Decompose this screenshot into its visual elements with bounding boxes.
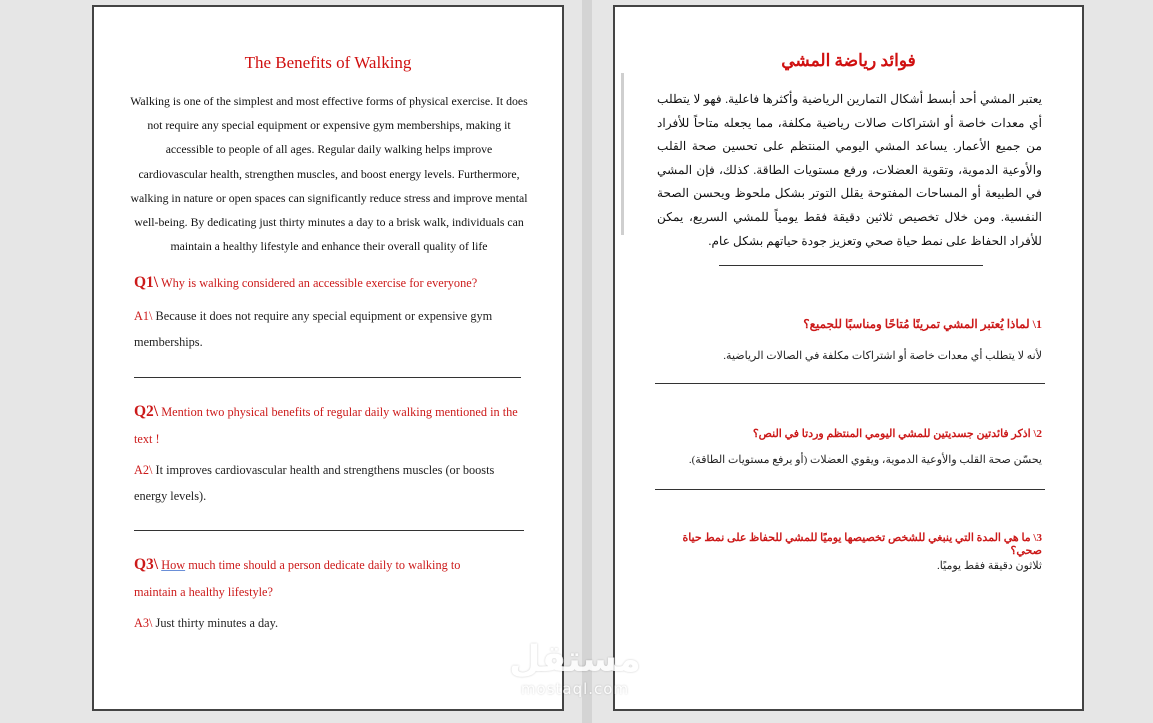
arabic-answer-1: لأنه لا يتطلب أي معدات خاصة أو اشتراكات مكلفة في الصالات الرياضية. <box>723 350 1042 362</box>
arabic-title: فوائد رياضة المشي <box>781 51 916 70</box>
separator-line <box>134 530 524 531</box>
answer-1-number: A1\ <box>134 309 153 323</box>
question-3-underlined-word: How <box>161 558 186 572</box>
question-1-text: Why is walking considered an accessible exercise for everyone? <box>160 276 478 290</box>
page-gap <box>582 0 592 723</box>
english-intro-paragraph: Walking is one of the simplest and most effective forms of physical exercise. It does not require any special equipment or expensive gym memberships, making it accessible to people of all ages. Regular daily walking helps improve cardiovascular health, strengthen muscles, and boost energy levels. Furthermore, walking in nature or open spaces can significantly reduce stress and improve mental well-being. By dedicating just thirty minutes a day to a brisk walk, individuals can maintain a healthy lifestyle and enhance their overall quality of life <box>130 94 528 254</box>
arabic-question-1: 1\ لماذا يُعتبر المشي تمرينًا مُتاحًا ومناسبًا للجميع؟ <box>803 317 1042 331</box>
arabic-question-3: 3\ ما هي المدة التي ينبغي للشخص تخصيصها يوميًا للمشي للحفاظ على نمط حياة صحي؟ <box>682 532 1042 557</box>
english-title: The Benefits of Walking <box>244 53 412 72</box>
arabic-intro-paragraph: يعتبر المشي أحد أبسط أشكال التمارين الرياضية وأكثرها فاعلية. فهو لا يتطلب أي معدات خاصة أو اشتراكات صالات رياضية مكلفة، مما يجعله متاحاً للأفراد من جميع الأعمار. يساعد المشي اليومي المنتظم على تحسين صحة القلب والأوعية الدموية، وتقوية العضلات، ورفع مستويات الطاقة. كذلك، فإن المشي في الطبيعة أو المساحات المفتوحة يقلل التوتر بشكل ملحوظ ويحسن الصحة النفسية. ومن خلال تخصيص ثلاثين دقيقة فقط يومياً للمشي السريع، يمكن للأفراد الحفاظ على نمط حياة صحي وتعزيز جودة حياتهم بشكل عام. <box>657 92 1042 248</box>
arabic-answer-3: ثلاثون دقيقة فقط يوميًا. <box>937 560 1042 572</box>
watermark-latin-text: mostaql.com <box>520 680 630 698</box>
question-1 <box>134 269 532 297</box>
answer-2-text: It improves cardiovascular health and strengthens muscles (or boosts energy levels). <box>134 463 495 503</box>
arabic-answer-2: يحسّن صحة القلب والأوعية الدموية، ويقوي العضلات (أو يرفع مستويات الطاقة). <box>688 454 1042 466</box>
separator-line <box>134 377 521 378</box>
answer-2 <box>134 457 518 509</box>
question-1-number: Q1\ <box>134 274 159 291</box>
english-page <box>92 5 564 711</box>
answer-1 <box>134 303 512 355</box>
answer-3-number: A3\ <box>134 616 153 630</box>
question-3-number: Q3\ <box>134 556 159 573</box>
separator-line <box>719 265 983 266</box>
watermark-arabic-text: مستقل <box>509 639 641 680</box>
question-3-text: much time should a person dedicate daily to walking to maintain a healthy lifestyle? <box>134 558 461 599</box>
separator-line <box>655 383 1045 384</box>
question-2-text: Mention two physical benefits of regular daily walking mentioned in the text ! <box>134 405 518 446</box>
answer-2-number: A2\ <box>134 463 153 477</box>
mostaql-watermark <box>500 640 650 698</box>
answer-3-text: Just thirty minutes a day. <box>155 616 279 630</box>
arabic-page <box>613 5 1084 711</box>
answer-3 <box>134 610 522 636</box>
separator-line <box>655 489 1045 490</box>
answer-1-text: Because it does not require any special equipment or expensive gym memberships. <box>134 309 493 349</box>
question-2-number: Q2\ <box>134 403 159 420</box>
margin-marker <box>621 73 624 235</box>
arabic-question-2: 2\ اذكر فائدتين جسديتين للمشي اليومي المنتظم وردتا في النص؟ <box>752 428 1042 440</box>
question-2 <box>134 398 524 453</box>
question-3 <box>134 551 496 606</box>
